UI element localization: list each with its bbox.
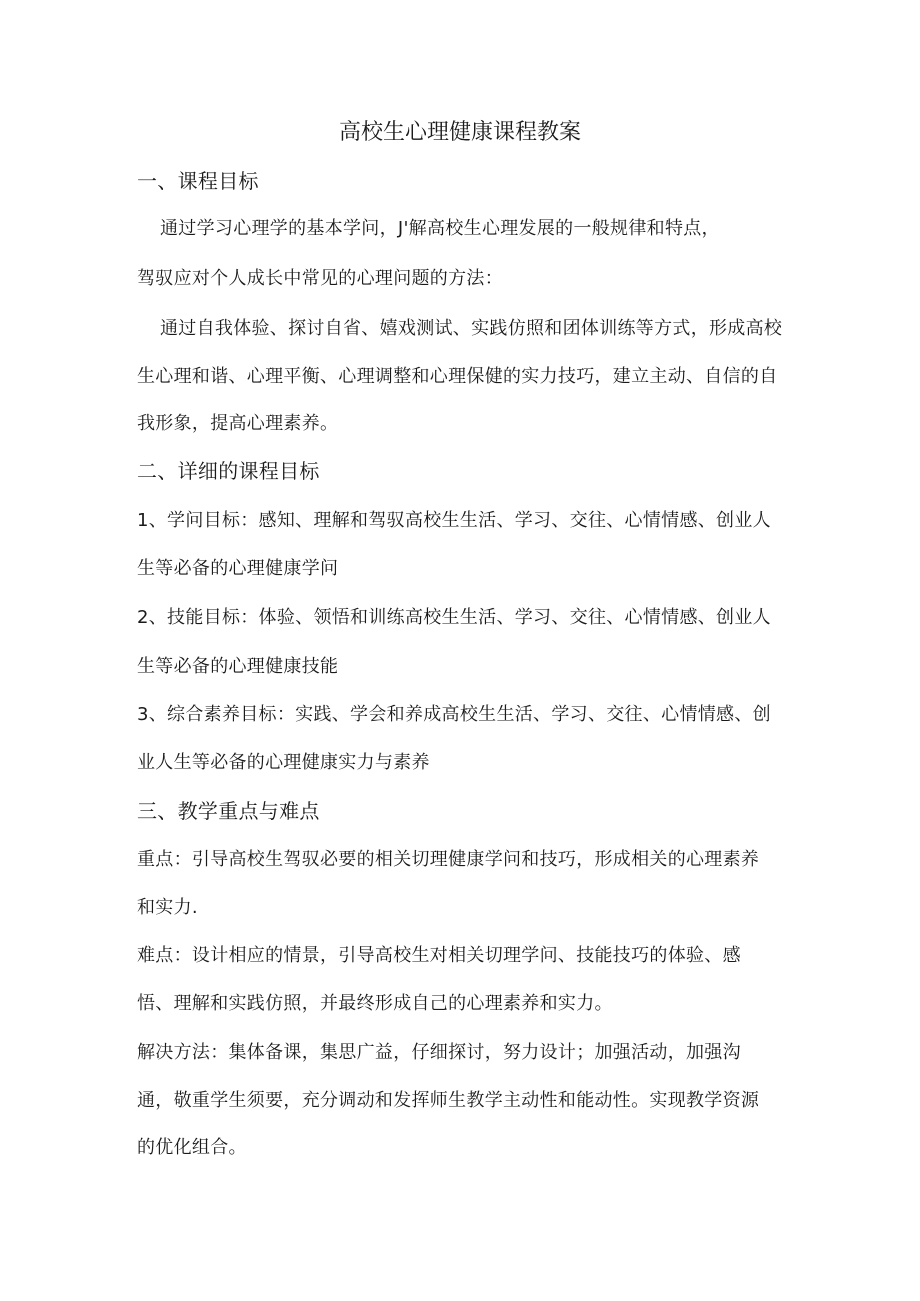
paragraph-line: 的优化组合。: [137, 1137, 247, 1158]
paragraph-line: 通，敬重学生须要，充分调动和发挥师生教学主动性和能动性。实现教学资源: [137, 1090, 760, 1111]
paragraph-line: 生心理和谐、心理平衡、心理调整和心理保健的实力技巧，建立主动、自信的自: [137, 366, 778, 387]
paragraph-line: 重点：引导高校生驾驭必要的相关切理健康学问和技巧，形成相关的心理素养: [137, 849, 760, 870]
paragraph-line: 通过自我体验、探讨自省、嬉戏测试、实践仿照和团体训练等方式，形成高校: [160, 318, 783, 339]
paragraph-line: 驾驭应对个人成长中常见的心理问题的方法：: [137, 268, 503, 289]
paragraph-line: 通过学习心理学的基本学问，J'解高校生心理发展的一般规律和特点，: [160, 218, 720, 239]
list-item-line: 3、综合素养目标：实践、学会和养成高校生生活、学习、交往、心情情感、创: [137, 704, 771, 725]
section-heading-detailed-goals: 二、详细的课程目标: [137, 459, 320, 483]
paragraph-line: 悟、理解和实践仿照，并最终形成自己的心理素养和实力。: [137, 993, 613, 1014]
section-heading-key-points: 三、教学重点与难点: [137, 799, 320, 823]
document-title: 高校生心理健康课程教案: [338, 120, 581, 145]
paragraph-line: 和实力.: [137, 897, 198, 918]
paragraph-line: 解决方法：集体备课，集思广益，仔细探讨，努力设计；加强活动，加强沟: [137, 1042, 741, 1063]
paragraph-line: 难点：设计相应的情景，引导高校生对相关切理学问、技能技巧的体验、感: [137, 945, 741, 966]
list-item-line: 生等必备的心理健康学问: [137, 558, 339, 579]
paragraph-line: 我形象，提高心理素养。: [137, 413, 339, 434]
list-item-line: 1、学问目标：感知、理解和驾驭高校生生活、学习、交往、心情情感、创业人: [137, 510, 771, 531]
section-heading-course-goals: 一、课程目标: [137, 169, 259, 193]
list-item-line: 业人生等必备的心理健康实力与素养: [137, 752, 430, 773]
list-item-line: 2、技能目标：体验、领悟和训练高校生生活、学习、交往、心情情感、创业人: [137, 607, 771, 628]
list-item-line: 生等必备的心理健康技能: [137, 656, 339, 677]
